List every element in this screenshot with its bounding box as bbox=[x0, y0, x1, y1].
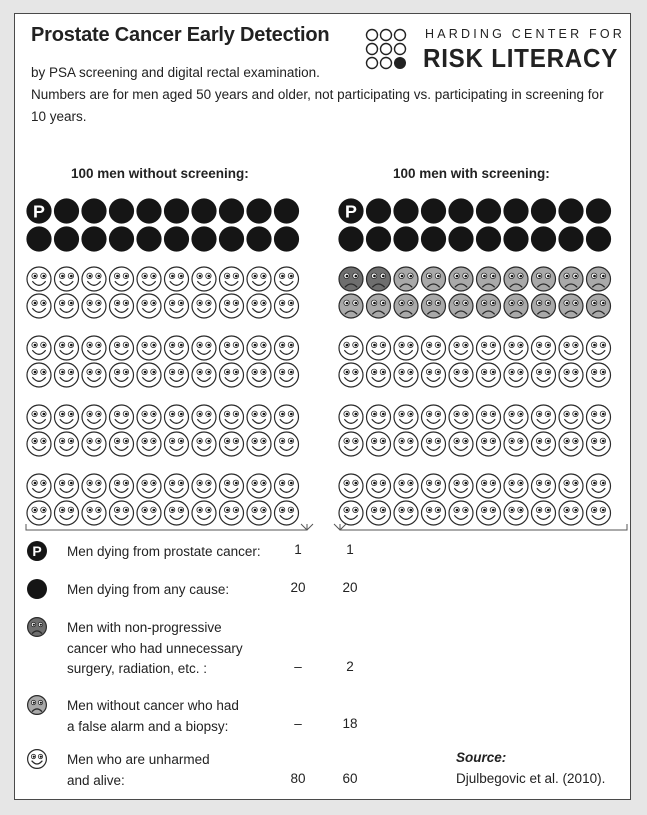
light-sad-face-icon bbox=[422, 294, 446, 318]
black-circle-icon bbox=[531, 226, 556, 251]
light-sad-face-icon bbox=[27, 695, 47, 715]
legend-label-unharmed: Men who are unharmed and alive: bbox=[67, 752, 210, 788]
value-with-any-cause: 20 bbox=[342, 580, 358, 595]
happy-face-icon bbox=[137, 405, 161, 429]
happy-face-icon bbox=[55, 501, 79, 525]
light-sad-face-icon bbox=[504, 267, 528, 291]
light-sad-face-icon bbox=[422, 267, 446, 291]
happy-face-icon bbox=[192, 405, 216, 429]
happy-face-icon bbox=[275, 363, 299, 387]
light-sad-face-icon bbox=[477, 267, 501, 291]
black-circle-icon bbox=[219, 226, 244, 251]
happy-face-icon bbox=[422, 501, 446, 525]
happy-face-icon bbox=[449, 336, 473, 360]
happy-face-icon bbox=[247, 501, 271, 525]
black-circle-icon bbox=[366, 198, 391, 223]
black-circle-icon bbox=[503, 198, 528, 223]
happy-face-icon bbox=[247, 336, 271, 360]
value-without-any-cause: 20 bbox=[290, 580, 306, 595]
happy-face-icon bbox=[192, 363, 216, 387]
page-title: Prostate Cancer Early Detection bbox=[31, 24, 330, 46]
light-sad-face-icon bbox=[449, 294, 473, 318]
happy-face-icon bbox=[82, 474, 106, 498]
happy-face-icon bbox=[587, 405, 611, 429]
light-sad-face-icon bbox=[394, 267, 418, 291]
happy-face-icon bbox=[192, 267, 216, 291]
happy-face-icon bbox=[275, 501, 299, 525]
happy-face-icon bbox=[339, 363, 363, 387]
p-circle-icon bbox=[27, 541, 47, 561]
happy-face-icon bbox=[55, 432, 79, 456]
black-circle-icon bbox=[246, 226, 271, 251]
happy-face-icon bbox=[422, 432, 446, 456]
source-citation: Djulbegovic et al. (2010). bbox=[456, 771, 606, 786]
black-circle-icon bbox=[81, 226, 106, 251]
black-circle-icon bbox=[27, 579, 47, 599]
happy-face-icon bbox=[27, 405, 51, 429]
grid-without-screening bbox=[25, 198, 321, 536]
light-sad-face-icon bbox=[339, 294, 363, 318]
black-circle-icon bbox=[448, 226, 473, 251]
happy-face-icon bbox=[367, 405, 391, 429]
p-circle-icon bbox=[338, 198, 363, 223]
happy-face-icon bbox=[367, 363, 391, 387]
happy-face-icon bbox=[247, 294, 271, 318]
happy-face-icon bbox=[367, 336, 391, 360]
happy-face-icon bbox=[532, 405, 556, 429]
happy-face-icon bbox=[339, 405, 363, 429]
svg-text:P: P bbox=[32, 543, 42, 559]
dark-sad-face-icon bbox=[27, 617, 47, 637]
svg-text:P: P bbox=[33, 201, 45, 222]
black-circle-icon bbox=[338, 226, 363, 251]
happy-face-icon bbox=[275, 474, 299, 498]
happy-face-icon bbox=[82, 294, 106, 318]
happy-face-icon bbox=[82, 363, 106, 387]
value-without-unharmed: 80 bbox=[290, 771, 306, 786]
happy-face-icon bbox=[82, 267, 106, 291]
happy-face-icon bbox=[192, 336, 216, 360]
happy-face-icon bbox=[82, 336, 106, 360]
happy-face-icon bbox=[504, 501, 528, 525]
happy-face-icon bbox=[110, 363, 134, 387]
black-circle-icon bbox=[109, 226, 134, 251]
happy-face-icon bbox=[449, 405, 473, 429]
happy-face-icon bbox=[55, 294, 79, 318]
black-circle-icon bbox=[54, 198, 79, 223]
happy-face-icon bbox=[275, 432, 299, 456]
happy-face-icon bbox=[27, 749, 47, 769]
happy-face-icon bbox=[449, 474, 473, 498]
happy-face-icon bbox=[220, 432, 244, 456]
happy-face-icon bbox=[532, 363, 556, 387]
black-circle-icon bbox=[109, 198, 134, 223]
happy-face-icon bbox=[110, 294, 134, 318]
black-circle-icon bbox=[164, 198, 189, 223]
black-circle-icon bbox=[531, 198, 556, 223]
happy-face-icon bbox=[504, 363, 528, 387]
happy-face-icon bbox=[422, 474, 446, 498]
happy-face-icon bbox=[247, 267, 271, 291]
light-sad-face-icon bbox=[477, 294, 501, 318]
happy-face-icon bbox=[587, 336, 611, 360]
light-sad-face-icon bbox=[587, 294, 611, 318]
happy-face-icon bbox=[55, 267, 79, 291]
happy-face-icon bbox=[220, 267, 244, 291]
happy-face-icon bbox=[220, 405, 244, 429]
happy-face-icon bbox=[587, 474, 611, 498]
happy-face-icon bbox=[137, 336, 161, 360]
happy-face-icon bbox=[532, 336, 556, 360]
light-sad-face-icon bbox=[587, 267, 611, 291]
black-circle-icon bbox=[393, 198, 418, 223]
p-circle-icon bbox=[26, 198, 51, 223]
happy-face-icon bbox=[422, 405, 446, 429]
black-circle-icon bbox=[191, 198, 216, 223]
light-sad-face-icon bbox=[532, 267, 556, 291]
light-sad-face-icon bbox=[532, 294, 556, 318]
happy-face-icon bbox=[247, 405, 271, 429]
harding-center-logo bbox=[365, 26, 625, 76]
happy-face-icon bbox=[55, 336, 79, 360]
happy-face-icon bbox=[394, 501, 418, 525]
black-circle-icon bbox=[246, 198, 271, 223]
svg-text:P: P bbox=[345, 201, 357, 222]
happy-face-icon bbox=[82, 432, 106, 456]
light-sad-face-icon bbox=[559, 294, 583, 318]
happy-face-icon bbox=[110, 432, 134, 456]
happy-face-icon bbox=[587, 432, 611, 456]
happy-face-icon bbox=[27, 294, 51, 318]
happy-face-icon bbox=[339, 432, 363, 456]
happy-face-icon bbox=[477, 501, 501, 525]
black-circle-icon bbox=[81, 198, 106, 223]
happy-face-icon bbox=[165, 267, 189, 291]
black-circle-icon bbox=[274, 226, 299, 251]
happy-face-icon bbox=[532, 432, 556, 456]
black-circle-icon bbox=[558, 226, 583, 251]
value-without-prostate-deaths: 1 bbox=[294, 542, 302, 557]
happy-face-icon bbox=[559, 474, 583, 498]
grid-with-screening bbox=[337, 198, 633, 536]
happy-face-icon bbox=[275, 336, 299, 360]
happy-face-icon bbox=[394, 336, 418, 360]
happy-face-icon bbox=[220, 501, 244, 525]
happy-face-icon bbox=[339, 474, 363, 498]
happy-face-icon bbox=[247, 474, 271, 498]
happy-face-icon bbox=[449, 432, 473, 456]
logo-dots-icon bbox=[365, 28, 419, 72]
happy-face-icon bbox=[247, 432, 271, 456]
happy-face-icon bbox=[110, 501, 134, 525]
happy-face-icon bbox=[192, 501, 216, 525]
happy-face-icon bbox=[27, 336, 51, 360]
happy-face-icon bbox=[27, 267, 51, 291]
happy-face-icon bbox=[422, 336, 446, 360]
black-circle-icon bbox=[586, 226, 611, 251]
value-with-overtreatment: 2 bbox=[346, 659, 354, 674]
black-circle-icon bbox=[136, 226, 161, 251]
light-sad-face-icon bbox=[394, 294, 418, 318]
happy-face-icon bbox=[55, 363, 79, 387]
happy-face-icon bbox=[559, 501, 583, 525]
black-circle-icon bbox=[54, 226, 79, 251]
black-circle-icon bbox=[421, 198, 446, 223]
happy-face-icon bbox=[192, 432, 216, 456]
happy-face-icon bbox=[165, 474, 189, 498]
happy-face-icon bbox=[275, 405, 299, 429]
happy-face-icon bbox=[367, 474, 391, 498]
logo-top-text: HARDING CENTER FOR bbox=[425, 27, 625, 41]
happy-face-icon bbox=[27, 363, 51, 387]
happy-face-icon bbox=[504, 405, 528, 429]
happy-face-icon bbox=[587, 501, 611, 525]
happy-face-icon bbox=[220, 294, 244, 318]
happy-face-icon bbox=[165, 405, 189, 429]
happy-face-icon bbox=[532, 501, 556, 525]
source-label: Source: bbox=[456, 750, 507, 765]
subtitle-line-1: by PSA screening and digital rectal examination. bbox=[31, 65, 320, 80]
value-with-unharmed: 60 bbox=[342, 771, 358, 786]
happy-face-icon bbox=[110, 405, 134, 429]
happy-face-icon bbox=[192, 294, 216, 318]
light-sad-face-icon bbox=[449, 267, 473, 291]
subtitle-line-2: Numbers are for men aged 50 years and older, not participating vs. participating in screening for 10 years. bbox=[31, 87, 604, 124]
happy-face-icon bbox=[275, 267, 299, 291]
logo-bottom-text: RISK LITERACY bbox=[423, 43, 619, 73]
black-circle-icon bbox=[366, 226, 391, 251]
happy-face-icon bbox=[559, 405, 583, 429]
happy-face-icon bbox=[137, 267, 161, 291]
happy-face-icon bbox=[165, 336, 189, 360]
happy-face-icon bbox=[339, 501, 363, 525]
happy-face-icon bbox=[339, 336, 363, 360]
happy-face-icon bbox=[27, 474, 51, 498]
happy-face-icon bbox=[137, 501, 161, 525]
happy-face-icon bbox=[449, 363, 473, 387]
happy-face-icon bbox=[477, 405, 501, 429]
happy-face-icon bbox=[559, 432, 583, 456]
happy-face-icon bbox=[422, 363, 446, 387]
happy-face-icon bbox=[55, 405, 79, 429]
light-sad-face-icon bbox=[367, 294, 391, 318]
dark-sad-face-icon bbox=[339, 267, 363, 291]
happy-face-icon bbox=[559, 363, 583, 387]
happy-face-icon bbox=[220, 363, 244, 387]
black-circle-icon bbox=[586, 198, 611, 223]
happy-face-icon bbox=[504, 474, 528, 498]
legend-label-false-alarm: Men without cancer who had a false alarm and a biopsy: bbox=[67, 698, 239, 734]
happy-face-icon bbox=[477, 363, 501, 387]
black-circle-icon bbox=[503, 226, 528, 251]
happy-face-icon bbox=[82, 405, 106, 429]
happy-face-icon bbox=[165, 294, 189, 318]
happy-face-icon bbox=[532, 474, 556, 498]
happy-face-icon bbox=[367, 501, 391, 525]
happy-face-icon bbox=[27, 432, 51, 456]
black-circle-icon bbox=[219, 198, 244, 223]
black-circle-icon bbox=[164, 226, 189, 251]
happy-face-icon bbox=[367, 432, 391, 456]
column-title-without: 100 men without screening: bbox=[71, 166, 249, 181]
happy-face-icon bbox=[220, 336, 244, 360]
happy-face-icon bbox=[394, 432, 418, 456]
happy-face-icon bbox=[137, 294, 161, 318]
happy-face-icon bbox=[220, 474, 244, 498]
value-with-false-alarm: 18 bbox=[342, 716, 358, 731]
value-without-false-alarm: – bbox=[294, 716, 302, 731]
happy-face-icon bbox=[55, 474, 79, 498]
value-with-prostate-deaths: 1 bbox=[346, 542, 354, 557]
happy-face-icon bbox=[559, 336, 583, 360]
happy-face-icon bbox=[477, 432, 501, 456]
happy-face-icon bbox=[449, 501, 473, 525]
happy-face-icon bbox=[110, 336, 134, 360]
column-title-with: 100 men with screening: bbox=[393, 166, 550, 181]
happy-face-icon bbox=[165, 363, 189, 387]
happy-face-icon bbox=[110, 474, 134, 498]
black-circle-icon bbox=[393, 226, 418, 251]
dark-sad-face-icon bbox=[367, 267, 391, 291]
legend-label-prostate-deaths: Men dying from prostate cancer: bbox=[67, 544, 261, 559]
happy-face-icon bbox=[247, 363, 271, 387]
legend-label-any-cause-deaths: Men dying from any cause: bbox=[67, 582, 230, 597]
black-circle-icon bbox=[136, 198, 161, 223]
happy-face-icon bbox=[165, 432, 189, 456]
happy-face-icon bbox=[192, 474, 216, 498]
happy-face-icon bbox=[165, 501, 189, 525]
happy-face-icon bbox=[477, 336, 501, 360]
value-without-overtreatment: – bbox=[294, 659, 302, 674]
black-circle-icon bbox=[558, 198, 583, 223]
black-circle-icon bbox=[476, 226, 501, 251]
legend-label-overtreatment: Men with non-progressive cancer who had unnecessary surgery, radiation, etc. : bbox=[67, 620, 243, 676]
black-circle-icon bbox=[476, 198, 501, 223]
light-sad-face-icon bbox=[504, 294, 528, 318]
happy-face-icon bbox=[394, 405, 418, 429]
black-circle-icon bbox=[191, 226, 216, 251]
black-circle-icon bbox=[26, 226, 51, 251]
happy-face-icon bbox=[587, 363, 611, 387]
happy-face-icon bbox=[137, 363, 161, 387]
happy-face-icon bbox=[110, 267, 134, 291]
happy-face-icon bbox=[27, 501, 51, 525]
happy-face-icon bbox=[137, 432, 161, 456]
black-circle-icon bbox=[421, 226, 446, 251]
happy-face-icon bbox=[394, 474, 418, 498]
happy-face-icon bbox=[394, 363, 418, 387]
happy-face-icon bbox=[477, 474, 501, 498]
light-sad-face-icon bbox=[559, 267, 583, 291]
happy-face-icon bbox=[137, 474, 161, 498]
black-circle-icon bbox=[448, 198, 473, 223]
happy-face-icon bbox=[504, 432, 528, 456]
happy-face-icon bbox=[504, 336, 528, 360]
black-circle-icon bbox=[274, 198, 299, 223]
happy-face-icon bbox=[275, 294, 299, 318]
infographic-card bbox=[14, 13, 631, 800]
happy-face-icon bbox=[82, 501, 106, 525]
